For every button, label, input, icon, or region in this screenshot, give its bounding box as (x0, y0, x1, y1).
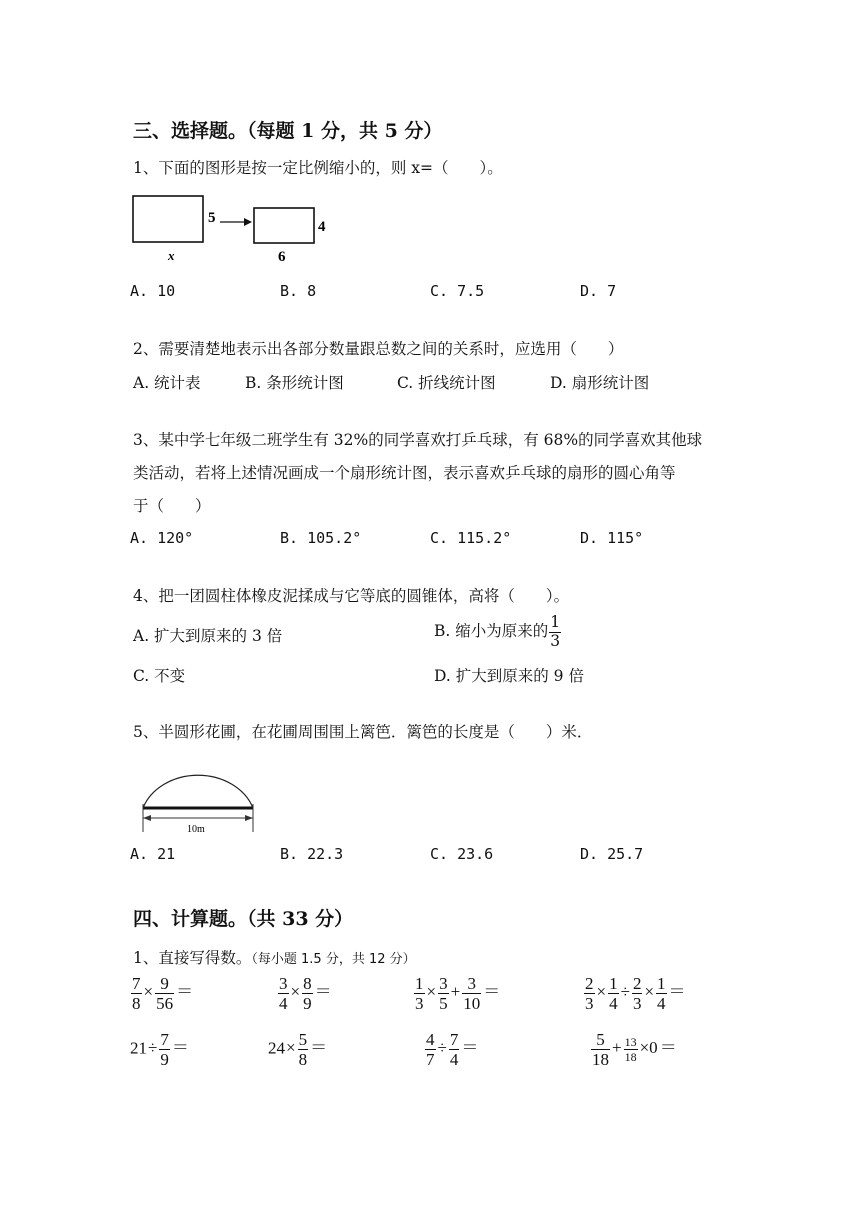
expr-5: 21÷ $\frac{7}{9}$ ＝ (130, 1030, 189, 1069)
q4-option-d: D. 扩大到原来的 9 倍 (434, 667, 584, 685)
q4-stem: 4、把一团圆柱体橡皮泥揉成与它等底的圆锥体，高将（ ）。 (133, 587, 570, 605)
q1-stem: 1、下面的图形是按一定比例缩小的，则 x=（ ）。 (133, 159, 503, 177)
fraction-numerator: 1 (550, 613, 561, 631)
label-4: 4 (318, 219, 326, 235)
q3-line2: 类活动，若将上述情况画成一个扇形统计图，表示喜欢乒乓球的扇形的圆心角等 (133, 464, 676, 482)
calc-q1-title (133, 946, 416, 968)
label-10m: 10m (187, 824, 205, 835)
expr-6: 24× $\frac{5}{8}$ ＝ (268, 1030, 328, 1069)
q3-option-c: C. 115.2° (430, 529, 512, 547)
q1-option-b: B. 8 (280, 282, 317, 300)
q1-figure (128, 190, 338, 270)
expr-3: $\frac{1}{3}$ × $\frac{3}{5}$ + $\frac{3}{10}$ ＝ (415, 974, 501, 1013)
q3-option-b: B. 105.2° (280, 529, 362, 547)
q5-stem: 5、半圆形花圃，在花圃周围围上篱笆．篱笆的长度是（ ）米． (133, 723, 593, 741)
q4-option-b (434, 614, 562, 650)
q2-option-b: B. 条形统计图 (245, 374, 344, 392)
fraction-one-third (549, 614, 561, 650)
q5-option-b: B. 22.3 (280, 845, 344, 863)
expr-1: $\frac{7}{8}$ × $\frac{9}{56}$ ＝ (132, 974, 194, 1013)
q5-option-a: A. 21 (130, 845, 176, 863)
section4-title: 四、计算题。（共 33 分） (133, 908, 354, 930)
dim-arrow-right (245, 815, 253, 821)
q5-option-d: D. 25.7 (580, 845, 644, 863)
q3-line3: 于（ ） (133, 497, 211, 515)
section3-title: 三、选择题。（每题 1 分，共 5 分） (133, 120, 443, 142)
q2-option-c: C. 折线统计图 (397, 374, 496, 392)
label-x: x (168, 248, 175, 263)
q1-option-a: A. 10 (130, 282, 176, 300)
semicircle-arc (143, 775, 253, 808)
label-6: 6 (278, 249, 286, 265)
q4-option-b-text: B. 缩小为原来的 (434, 622, 549, 640)
small-rectangle (254, 208, 314, 243)
expr-7: $\frac{4}{7}$ ÷ $\frac{7}{4}$ ＝ (426, 1030, 479, 1069)
q2-stem: 2、需要清楚地表示出各部分数量跟总数之间的关系时，应选用（ ） (133, 340, 624, 358)
expr-8: $\frac{5}{18}$ + $\frac{13}{18}$ ×0 ＝ (592, 1030, 677, 1069)
calc-q1-label: 1、直接写得数。 (133, 949, 252, 967)
expr-2: $\frac{3}{4}$ × $\frac{8}{9}$ ＝ (279, 974, 332, 1013)
q1-option-d: D. 7 (580, 282, 617, 300)
q5-option-c: C. 23.6 (430, 845, 494, 863)
calc-q1-note: （每小题 1.5 分，共 12 分） (251, 952, 416, 967)
label-5: 5 (208, 210, 216, 226)
dim-arrow-left (143, 815, 151, 821)
large-rectangle (133, 196, 203, 242)
q2-option-a: A. 统计表 (133, 374, 201, 392)
q3-option-a: A. 120° (130, 529, 194, 547)
expr-4: $\frac{2}{3}$ × $\frac{1}{4}$ ÷ $\frac{2}{3}$ × $\frac{1}{4}$ ＝ (585, 974, 686, 1013)
q3-option-d: D. 115° (580, 529, 644, 547)
fraction-denominator: 3 (550, 631, 561, 650)
q5-semicircle-figure (135, 752, 265, 836)
q1-option-c: C. 7.5 (430, 282, 485, 300)
q4-option-a: A. 扩大到原来的 3 倍 (133, 627, 283, 645)
q3-line1: 3、某中学七年级二班学生有 32%的同学喜欢打乒乓球，有 68%的同学喜欢其他球 (133, 431, 703, 449)
arrow-head (244, 218, 252, 226)
q4-option-c: C. 不变 (133, 667, 186, 685)
q2-option-d: D. 扇形统计图 (550, 374, 650, 392)
